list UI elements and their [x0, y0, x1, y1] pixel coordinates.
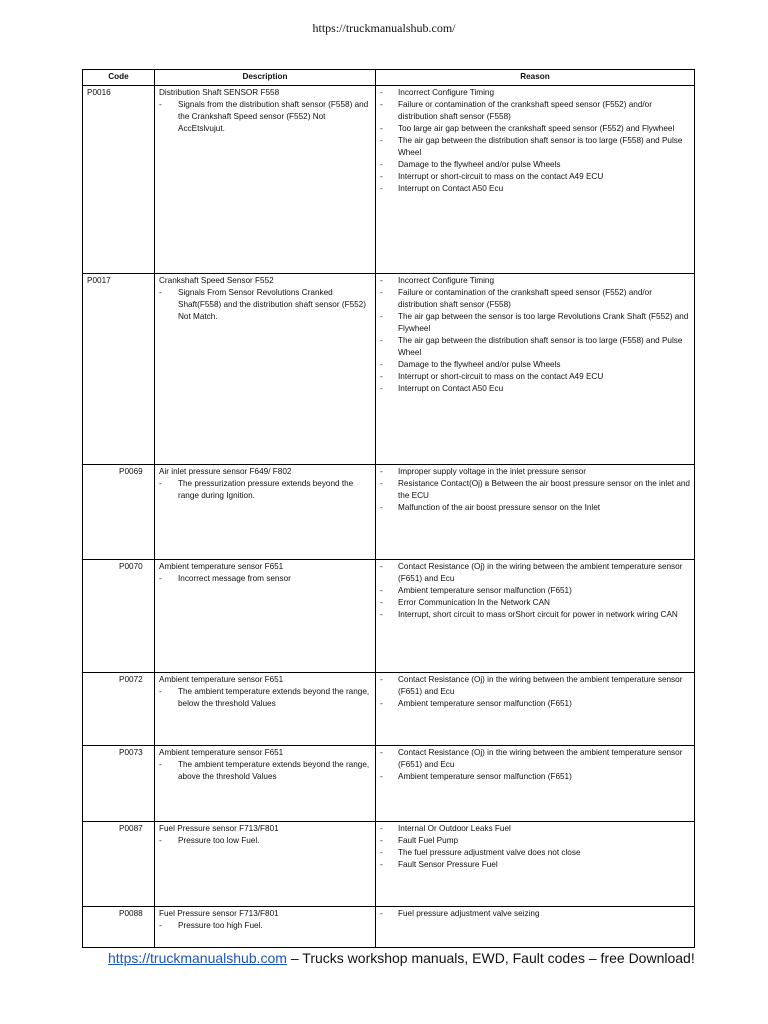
bullet-dash: -	[380, 848, 383, 857]
bullet-dash: -	[380, 288, 383, 297]
description-detail	[159, 99, 371, 135]
reason-item	[380, 847, 690, 859]
bullet-dash: -	[159, 836, 162, 845]
description-cell	[155, 673, 376, 746]
description-detail-text: Pressure too high Fuel.	[178, 921, 263, 930]
description-title: Fuel Pressure sensor F713/F801	[159, 909, 279, 918]
reason-item	[380, 311, 690, 335]
bullet-dash: -	[380, 360, 383, 369]
reason-item	[380, 478, 690, 502]
column-header-reason: Reason	[376, 70, 695, 86]
reason-text: Failure or contamination of the crankshaft speed sensor (F552) and/or distribution shaft sensor (F558)	[398, 100, 652, 121]
reason-item	[380, 359, 690, 371]
bullet-dash: -	[380, 610, 383, 619]
fault-code: P0016	[83, 86, 155, 274]
description-detail	[159, 759, 371, 783]
reason-cell	[376, 907, 695, 948]
bullet-dash: -	[380, 276, 383, 285]
description-title: Distribution Shaft SENSOR F558	[159, 88, 280, 97]
reason-item	[380, 609, 690, 621]
bullet-dash: -	[159, 921, 162, 930]
description-detail	[159, 920, 371, 932]
description-detail-text: The ambient temperature extends beyond the range, above the threshold Values	[178, 760, 370, 781]
reason-item	[380, 335, 690, 359]
reason-text: Incorrect Configure Timing	[398, 276, 495, 285]
bullet-dash: -	[380, 562, 383, 571]
reason-text: Improper supply voltage in the inlet pressure sensor	[398, 467, 586, 476]
description-detail	[159, 835, 371, 847]
fault-code: P0073	[83, 746, 155, 822]
reason-text: Ambient temperature sensor malfunction (F651)	[398, 699, 572, 708]
reason-text: Error Communication In the Network CAN	[398, 598, 550, 607]
reason-item	[380, 183, 690, 195]
table-row	[83, 746, 695, 822]
description-cell	[155, 560, 376, 673]
reason-text: Fuel pressure adjustment valve seizing	[398, 909, 540, 918]
description-detail-text: Signals From Sensor Revolutions Cranked Shaft(F558) and the distribution shaft sensor (F552) Not Match.	[178, 288, 366, 321]
description-detail-text: The pressurization pressure extends beyond the range during Ignition.	[178, 479, 354, 500]
bullet-dash: -	[380, 336, 383, 345]
reason-item	[380, 287, 690, 311]
table-row	[83, 907, 695, 948]
reason-cell	[376, 822, 695, 907]
bullet-dash: -	[380, 772, 383, 781]
reason-text: Interrupt, short circuit to mass orShort circuit for power in network wiring CAN	[398, 610, 678, 619]
bullet-dash: -	[159, 760, 162, 769]
reason-text: Interrupt or short-circuit to mass on the contact A49 ECU	[398, 372, 604, 381]
reason-item	[380, 135, 690, 159]
bullet-dash: -	[380, 586, 383, 595]
reason-text: Failure or contamination of the crankshaft speed sensor (F552) and/or distribution shaft sensor (F558)	[398, 288, 652, 309]
reason-text: Interrupt or short-circuit to mass on the contact A49 ECU	[398, 172, 604, 181]
description-detail-text: Incorrect message from sensor	[178, 574, 291, 583]
description-detail	[159, 287, 371, 323]
reason-item	[380, 171, 690, 183]
fault-code-table	[82, 69, 695, 948]
bullet-dash: -	[159, 479, 162, 488]
description-title: Ambient temperature sensor F651	[159, 675, 284, 684]
description-title: Crankshaft Speed Sensor F552	[159, 276, 274, 285]
description-cell	[155, 822, 376, 907]
reason-text: Ambient temperature sensor malfunction (F651)	[398, 772, 572, 781]
reason-cell	[376, 746, 695, 822]
reason-text: Contact Resistance (Oj) in the wiring between the ambient temperature sensor (F651) and Ecu	[398, 748, 683, 769]
reason-item	[380, 466, 690, 478]
description-detail-text: The ambient temperature extends beyond the range, below the threshold Values	[178, 687, 370, 708]
reason-item	[380, 502, 690, 514]
reason-item	[380, 159, 690, 171]
reason-item	[380, 597, 690, 609]
reason-text: The air gap between the sensor is too large Revolutions Crank Shaft (F552) and Flywheel	[398, 312, 689, 333]
fault-code: P0087	[83, 822, 155, 907]
bullet-dash: -	[380, 699, 383, 708]
description-title: Ambient temperature sensor F651	[159, 748, 284, 757]
fault-code: P0069	[83, 465, 155, 560]
fault-code: P0072	[83, 673, 155, 746]
description-cell	[155, 465, 376, 560]
reason-cell	[376, 465, 695, 560]
reason-cell	[376, 560, 695, 673]
reason-item	[380, 908, 690, 920]
reason-item	[380, 87, 690, 99]
fault-code: P0088	[83, 907, 155, 948]
reason-item	[380, 823, 690, 835]
fault-code: P0070	[83, 560, 155, 673]
reason-text: Too large air gap between the crankshaft speed sensor (F552) and Flywheel	[398, 124, 675, 133]
bullet-dash: -	[380, 503, 383, 512]
reason-text: Fault Fuel Pump	[398, 836, 459, 845]
bullet-dash: -	[159, 574, 162, 583]
bullet-dash: -	[159, 288, 162, 297]
reason-item	[380, 371, 690, 383]
reason-cell	[376, 673, 695, 746]
bullet-dash: -	[380, 160, 383, 169]
reason-text: Malfunction of the air boost pressure sensor on the Inlet	[398, 503, 601, 512]
reason-item	[380, 275, 690, 287]
description-cell	[155, 746, 376, 822]
bullet-dash: -	[380, 312, 383, 321]
description-title: Air inlet pressure sensor F649/ F802	[159, 467, 292, 476]
bullet-dash: -	[380, 598, 383, 607]
bullet-dash: -	[380, 372, 383, 381]
description-detail	[159, 686, 371, 710]
reason-item	[380, 698, 690, 710]
footer-link[interactable]: https://truckmanualshub.com	[108, 950, 287, 966]
bullet-dash: -	[159, 687, 162, 696]
table-row	[83, 822, 695, 907]
description-title: Ambient temperature sensor F651	[159, 562, 284, 571]
fault-code: P0017	[83, 274, 155, 465]
footer-text: – Trucks workshop manuals, EWD, Fault codes – free Download!	[286, 950, 695, 966]
table-row	[83, 673, 695, 746]
reason-item	[380, 561, 690, 585]
description-detail-text: Signals from the distribution shaft sensor (F558) and the Crankshaft Speed sensor (F552) Not AccEtslvujut.	[178, 100, 369, 133]
table-row	[83, 86, 695, 274]
bullet-dash: -	[380, 909, 383, 918]
reason-item	[380, 99, 690, 123]
reason-text: Internal Or Outdoor Leaks Fuel	[398, 824, 511, 833]
description-title: Fuel Pressure sensor F713/F801	[159, 824, 279, 833]
table-row	[83, 274, 695, 465]
bullet-dash: -	[380, 748, 383, 757]
table-header-row	[83, 70, 695, 86]
reason-text: The fuel pressure adjustment valve does not close	[398, 848, 581, 857]
description-detail-text: Pressure too low Fuel.	[178, 836, 260, 845]
bullet-dash: -	[159, 100, 162, 109]
footer	[108, 950, 748, 966]
reason-item	[380, 747, 690, 771]
bullet-dash: -	[380, 479, 383, 488]
bullet-dash: -	[380, 184, 383, 193]
reason-cell	[376, 86, 695, 274]
column-header-description: Description	[155, 70, 376, 86]
reason-item	[380, 383, 690, 395]
reason-text: Contact Resistance (Oj) in the wiring between the ambient temperature sensor (F651) and Ecu	[398, 562, 683, 583]
bullet-dash: -	[380, 124, 383, 133]
bullet-dash: -	[380, 384, 383, 393]
reason-text: Interrupt on Contact A50 Ecu	[398, 384, 504, 393]
reason-item	[380, 859, 690, 871]
description-cell	[155, 86, 376, 274]
reason-text: Contact Resistance (Oj) in the wiring between the ambient temperature sensor (F651) and Ecu	[398, 675, 683, 696]
reason-text: The air gap between the distribution shaft sensor is too large (F558) and Pulse Wheel	[398, 136, 683, 157]
reason-item	[380, 585, 690, 597]
description-cell	[155, 907, 376, 948]
reason-text: Damage to the flywheel and/or pulse Wheels	[398, 160, 561, 169]
bullet-dash: -	[380, 675, 383, 684]
bullet-dash: -	[380, 88, 383, 97]
reason-item	[380, 123, 690, 135]
description-cell	[155, 274, 376, 465]
bullet-dash: -	[380, 467, 383, 476]
description-detail	[159, 573, 371, 585]
bullet-dash: -	[380, 100, 383, 109]
table-row	[83, 465, 695, 560]
bullet-dash: -	[380, 824, 383, 833]
reason-text: Interrupt on Contact A50 Ecu	[398, 184, 504, 193]
reason-text: Incorrect Configure Timing	[398, 88, 495, 97]
reason-text: Damage to the flywheel and/or pulse Wheels	[398, 360, 561, 369]
header-url: https://truckmanualshub.com/	[312, 21, 456, 35]
reason-item	[380, 771, 690, 783]
reason-item	[380, 835, 690, 847]
reason-text: Fault Sensor Pressure Fuel	[398, 860, 498, 869]
reason-cell	[376, 274, 695, 465]
bullet-dash: -	[380, 172, 383, 181]
bullet-dash: -	[380, 136, 383, 145]
reason-text: Resistance Contact(Oj) в Between the air boost pressure sensor on the inlet and the ECU	[398, 479, 690, 500]
column-header-code: Code	[83, 70, 155, 86]
reason-text: The air gap between the distribution shaft sensor is too large (F558) and Pulse Wheel	[398, 336, 683, 357]
bullet-dash: -	[380, 836, 383, 845]
bullet-dash: -	[380, 860, 383, 869]
reason-text: Ambient temperature sensor malfunction (F651)	[398, 586, 572, 595]
table-row	[83, 560, 695, 673]
reason-item	[380, 674, 690, 698]
description-detail	[159, 478, 371, 502]
